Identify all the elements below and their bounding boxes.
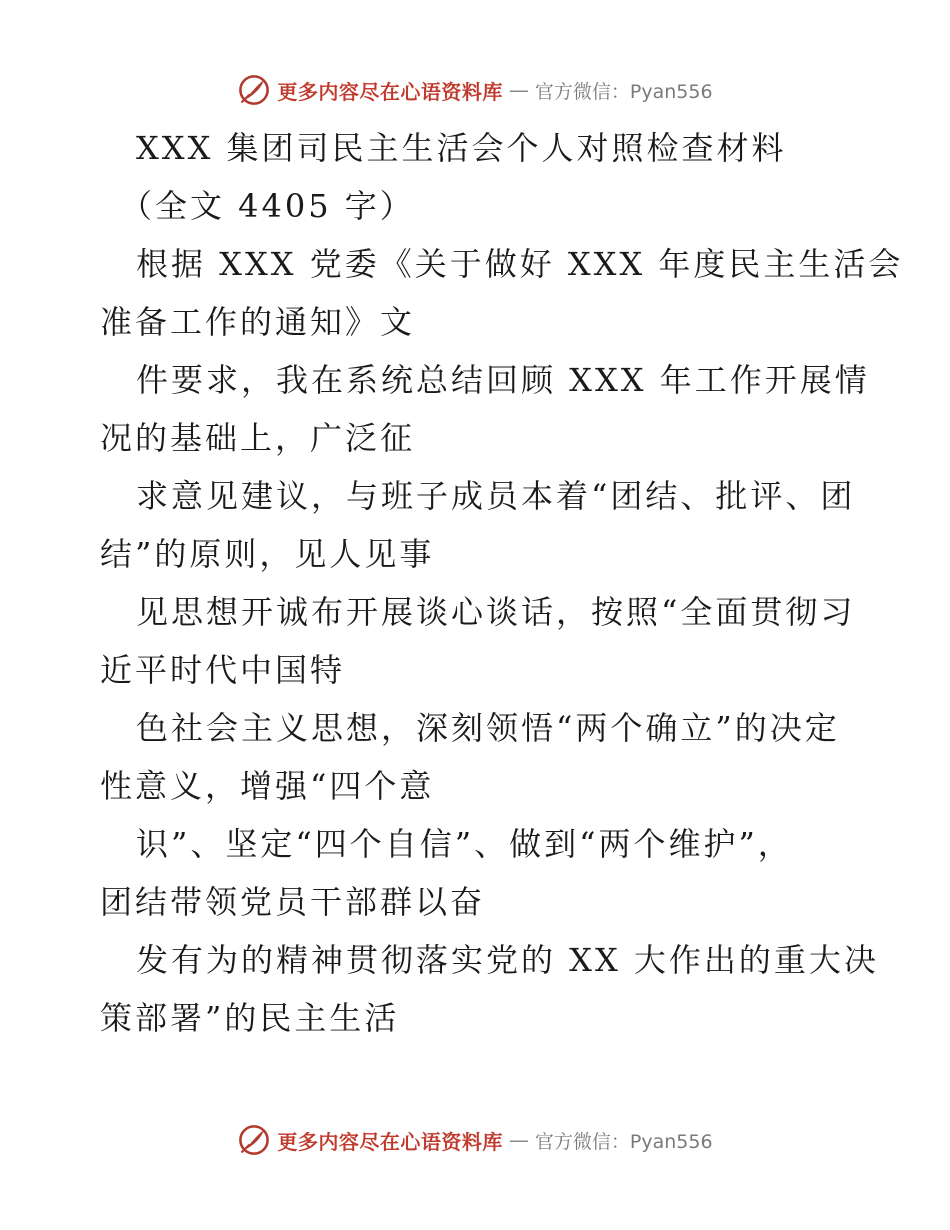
paragraph-line: 根据 XXX 党委《关于做好 XXX 年度民主生活会: [136, 245, 904, 283]
paragraph-line: 见思想开诚布开展谈心谈话，按照“全面贯彻习: [136, 593, 856, 631]
paragraph-line: 准备工作的通知》文: [100, 303, 416, 341]
paragraph-line: 色社会主义思想，深刻领悟“两个确立”的决定: [136, 709, 840, 747]
paragraph-line: 识”、坚定“四个自信”、做到“两个维护”，: [136, 825, 793, 863]
paragraph-line: 性意义，增强“四个意: [100, 767, 435, 805]
banner-dash: —: [508, 78, 529, 102]
paragraph-line: 近平时代中国特: [100, 651, 346, 689]
banner-wechat: 官方微信：Pyan556: [534, 1130, 713, 1153]
banner-site-name: 更多内容尽在心语资料库: [277, 1129, 503, 1154]
quill-logo-icon: [237, 73, 271, 107]
banner-wechat: 官方微信：Pyan556: [534, 80, 713, 103]
banner-site-name: 更多内容尽在心语资料库: [277, 79, 503, 104]
paragraph-line: 求意见建议，与班子成员本着“团结、批评、团: [136, 477, 856, 515]
paragraph-line: 结”的原则，见人见事: [100, 535, 435, 573]
document-subtitle: （全文 4405 字）: [120, 187, 415, 225]
banner-dash: —: [508, 1128, 529, 1152]
paragraph-line: 策部署”的民主生活: [100, 999, 400, 1037]
paragraph-line: 况的基础上，广泛征: [100, 419, 416, 457]
quill-logo-icon: [237, 1123, 271, 1157]
header-banner: [0, 70, 950, 110]
paragraph-line: 团结带领党员干部群以奋: [100, 883, 486, 921]
document-title: XXX 集团司民主生活会个人对照检查材料: [136, 129, 787, 167]
paragraph-line: 件要求，我在系统总结回顾 XXX 年工作开展情: [136, 361, 870, 399]
paragraph-line: 发有为的精神贯彻落实党的 XX 大作出的重大决: [136, 941, 879, 979]
footer-banner: [0, 1120, 950, 1160]
